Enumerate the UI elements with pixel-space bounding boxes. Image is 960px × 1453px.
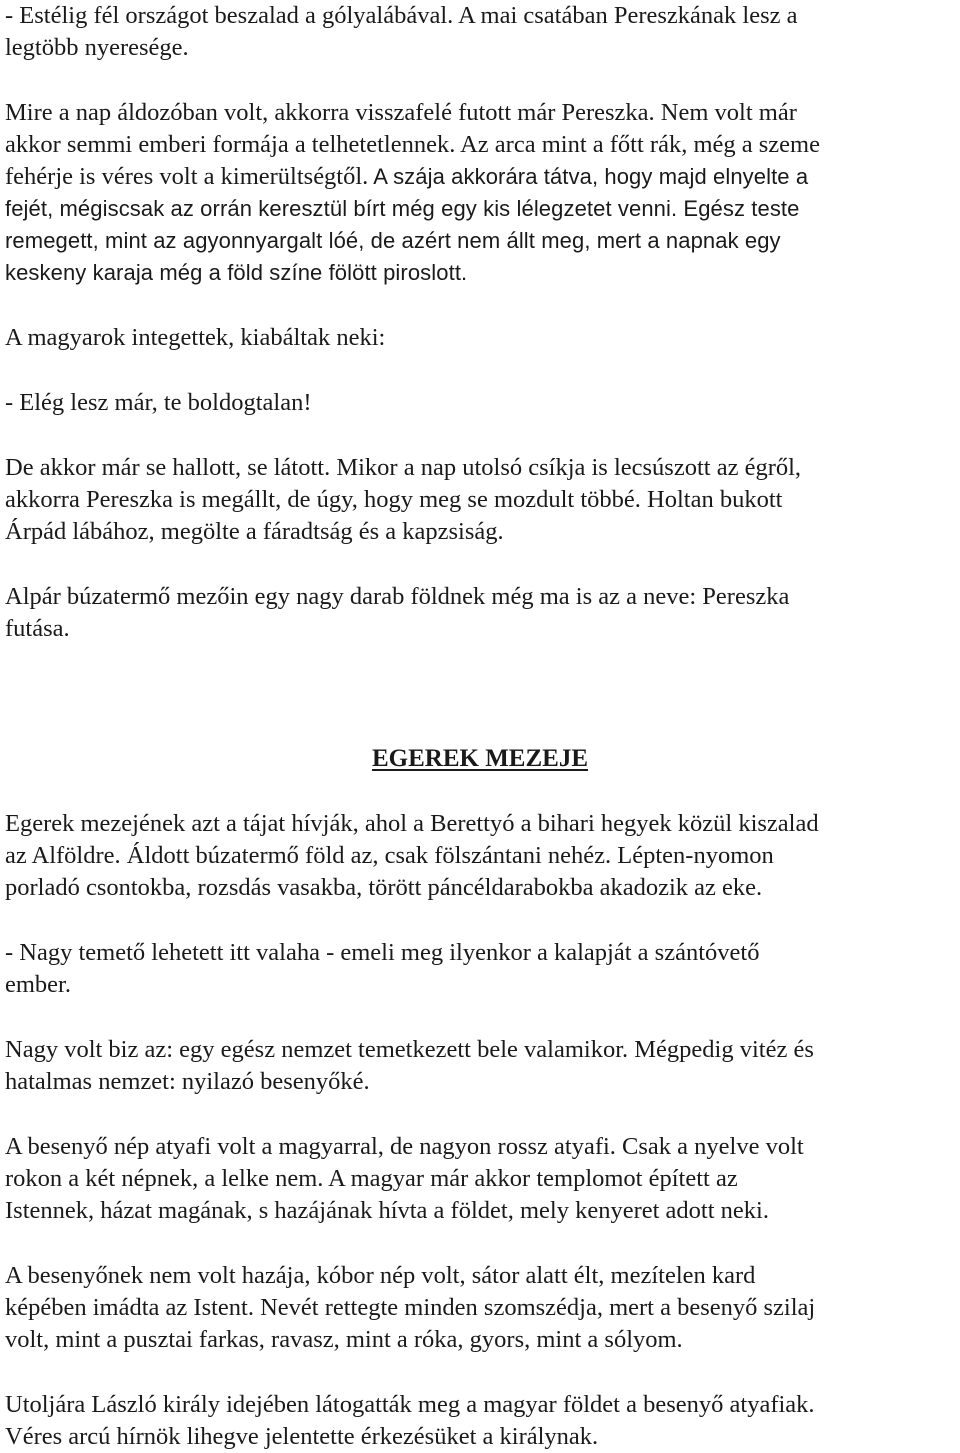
text-line: akkorra Pereszka is megállt, de úgy, hogy meg se mozdult többé. Holtan bukott [5,486,783,513]
text-line: Árpád lábához, megölte a fáradtság és a kapzsiság. [5,518,504,545]
text-line: - Estélig fél országot beszalad a gólyalábával. A mai csatában Pereszkának lesz a [5,2,798,29]
text-line: hatalmas nemzet: nyilazó besenyőké. [5,1068,370,1095]
document-page [5,0,955,1453]
text-line: képében imádta az Istent. Nevét rettegte minden szomszédja, mert a besenyő szilaj [5,1294,816,1321]
text-line: - Nagy temető lehetett itt valaha - emeli meg ilyenkor a kalapját a szántóvető [5,939,760,966]
text-line: ember. [5,971,71,998]
text-line: A besenyő nép atyafi volt a magyarral, de nagyon rossz atyafi. Csak a nyelve volt [5,1133,804,1160]
text-fragment: Egész teste [677,196,800,221]
text-line: akkor semmi emberi formája a telhetetlennek. Az arca mint a főtt rák, még a szeme [5,131,820,158]
text-line: keskeny karaja még a föld színe fölött piroslott. [5,260,468,285]
paragraph [5,0,955,64]
text-line: rokon a két népnek, a lelke nem. A magyar már akkor templomot épített az [5,1165,738,1192]
text-line [5,193,955,225]
text-line: Istennek, házat magának, s hazájának hívta a földet, mely kenyeret adott neki. [5,1197,769,1224]
text-fragment: A szája akkorára tátva, hogy majd elnyelte a [368,164,809,189]
text-line: - Elég lesz már, te boldogtalan! [5,389,312,416]
paragraph [5,808,955,904]
text-line: volt, mint a pusztai farkas, ravasz, mint a róka, gyors, mint a sólyom. [5,1326,683,1353]
text-line: legtöbb nyeresége. [5,34,189,61]
section-heading: EGEREK MEZEJE [371,745,588,772]
text-line: De akkor már se hallott, se látott. Mikor a nap utolsó csíkja is lecsúszott az égről, [5,454,802,481]
text-line: futása. [5,615,70,642]
text-line: A magyarok integettek, kiabáltak neki: [5,324,386,351]
paragraph [5,937,955,1001]
text-line: Egerek mezejének azt a tájat hívják, ahol a Berettyó a bihari hegyek közül kiszalad [5,810,819,837]
text-line: Alpár búzatermő mezőin egy nagy darab földnek még ma is az a neve: Pereszka [5,583,790,610]
paragraph [5,452,955,548]
paragraph [5,1260,955,1356]
text-line: Nagy volt biz az: egy egész nemzet temetkezett bele valamikor. Mégpedig vitéz és [5,1036,814,1063]
text-line: Véres arcú hírnök lihegve jelentette érkezésüket a királynak. [5,1423,599,1450]
text-fragment: fehérje is véres volt a kimerültségtől. [5,163,369,190]
text-line: Mire a nap áldozóban volt, akkorra visszafelé futott már Pereszka. Nem volt már [5,99,797,126]
text-line: Utoljára László király idejében látogatták meg a magyar földet a besenyő atyafiak. [5,1391,815,1418]
text-line: remegett, mint az agyonnyargalt lóé, de azért nem állt meg, mert a napnak egy [5,228,781,253]
paragraph [5,322,955,354]
paragraph [5,1389,955,1453]
text-fragment: fejét, mégiscsak az orrán keresztül bírt még egy kis lélegzetet venni. [5,196,678,221]
paragraph [5,581,955,645]
text-line: porladó csontokba, rozsdás vasakba, törött páncéldarabokba akadozik az eke. [5,874,763,901]
text-line [5,161,955,193]
paragraph [5,97,955,289]
text-line: A besenyőnek nem volt hazája, kóbor nép volt, sátor alatt élt, mezítelen kard [5,1262,756,1289]
text-line: az Alföldre. Áldott búzatermő föld az, csak fölszántani nehéz. Lépten-nyomon [5,842,774,869]
paragraph [5,1034,955,1098]
paragraph [5,387,955,419]
paragraph [5,1131,955,1227]
